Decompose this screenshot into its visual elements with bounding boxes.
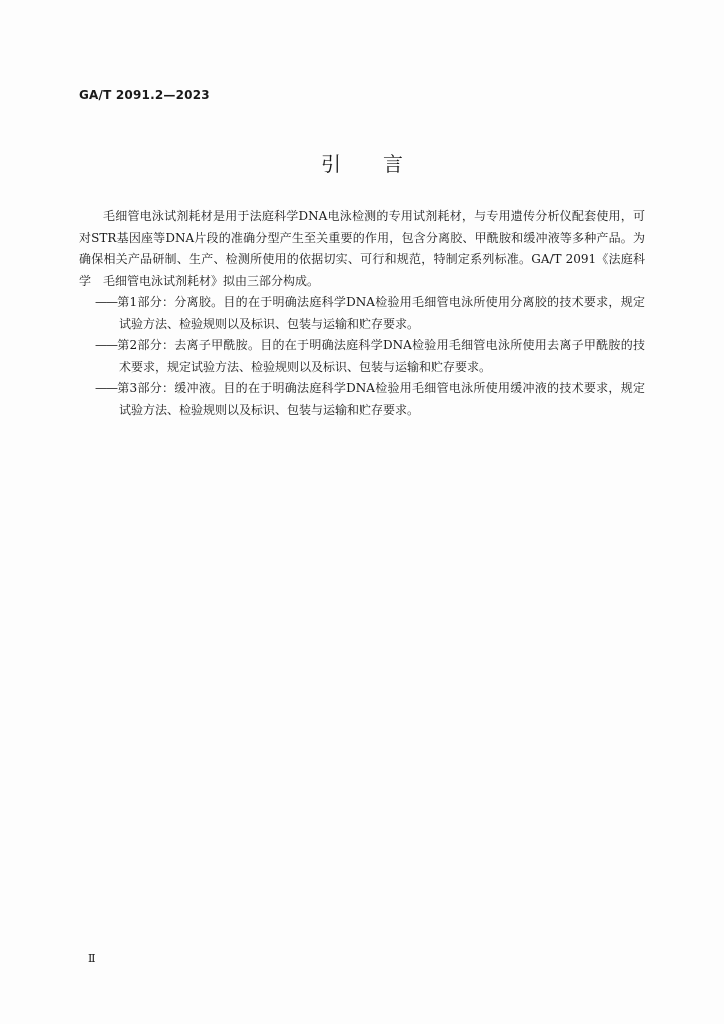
foreword-body xyxy=(79,206,645,421)
dash-marker: —— xyxy=(95,381,117,395)
list-item-part-2 xyxy=(79,335,645,378)
dash-marker: —— xyxy=(95,338,117,352)
part-3-text: 第3部分：缓冲液。目的在于明确法庭科学DNA检验用毛细管电泳所使用缓冲液的技术要求，规定试验方法、检验规则以及标识、包装与运输和贮存要求。 xyxy=(117,381,645,417)
section-title: 引言 xyxy=(321,152,445,176)
standard-number: GA/T 2091.2—2023 xyxy=(79,88,210,102)
intro-paragraph: 毛细管电泳试剂耗材是用于法庭科学DNA电泳检测的专用试剂耗材，与专用遗传分析仪配套使用，可对STR基因座等DNA片段的准确分型产生至关重要的作用，包含分离胶、甲酰胺和缓冲液等多种产品。为确保相关产品研制、生产、检测所使用的依据切实、可行和规范，特制定系列标准。GA/T 2091《法庭科学 毛细管电泳试剂耗材》拟由三部分构成。 xyxy=(79,209,645,288)
part-1-text: 第1部分：分离胶。目的在于明确法庭科学DNA检验用毛细管电泳所使用分离胶的技术要求，规定试验方法、检验规则以及标识、包装与运输和贮存要求。 xyxy=(117,295,645,331)
list-item-part-1 xyxy=(79,292,645,335)
part-2-text: 第2部分：去离子甲酰胺。目的在于明确法庭科学DNA检验用毛细管电泳所使用去离子甲酰胺的技术要求，规定试验方法、检验规则以及标识、包装与运输和贮存要求。 xyxy=(117,338,645,374)
dash-marker: —— xyxy=(95,295,117,309)
page-number: Ⅱ xyxy=(88,952,96,965)
list-item-part-3 xyxy=(79,378,645,421)
